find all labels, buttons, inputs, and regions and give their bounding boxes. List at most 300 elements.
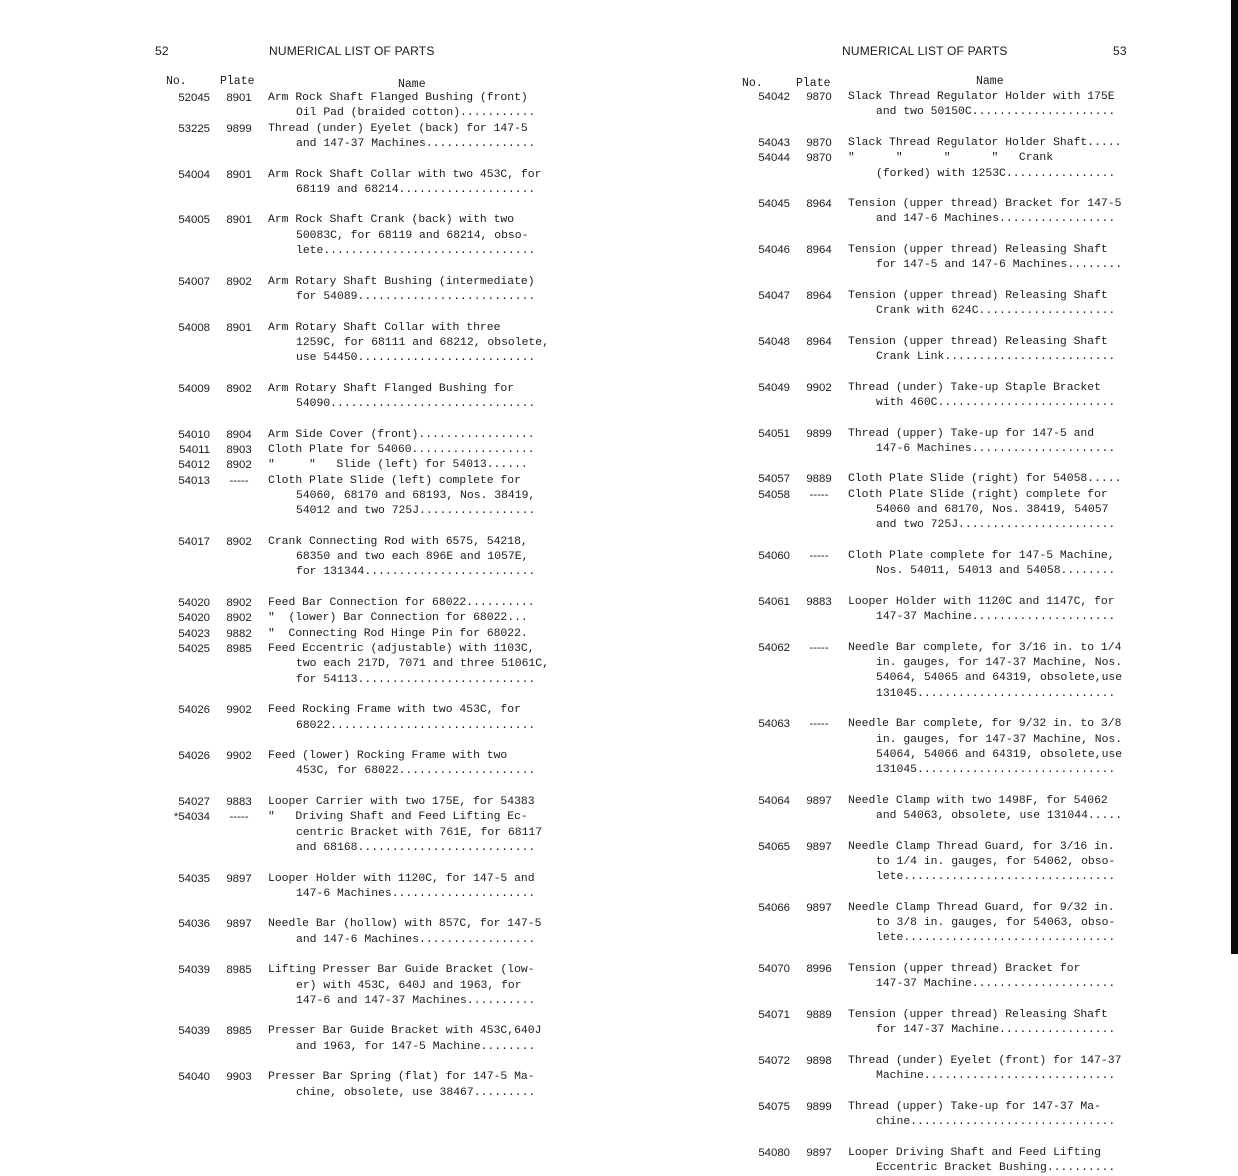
part-name-line: Lifting Presser Bar Guide Bracket (low- — [268, 964, 535, 977]
part-number: 54040 — [178, 1071, 210, 1084]
part-name-line: Presser Bar Guide Bracket with 453C,640J — [268, 1025, 542, 1038]
part-name — [268, 596, 570, 611]
table-row — [730, 136, 1150, 151]
plate-number: 9870 — [806, 91, 832, 103]
table-row — [730, 427, 1150, 458]
part-name-line: centric Bracket with 761E, for 68117 — [296, 826, 543, 839]
part-name-line: Cloth Plate Slide (left) complete for — [268, 474, 521, 487]
part-number: 54012 — [178, 459, 210, 472]
part-name-line: Tension (upper thread) Releasing Shaft — [848, 1008, 1108, 1021]
part-number: 54060 — [758, 550, 790, 562]
plate-number: 9897 — [806, 901, 832, 914]
part-name — [268, 168, 570, 199]
part-name-line: Slack Thread Regulator Holder with 175E — [848, 91, 1115, 103]
part-number: 52045 — [178, 92, 210, 104]
part-number: 54066 — [758, 901, 790, 914]
part-number: 54017 — [178, 535, 210, 548]
part-name — [848, 840, 1150, 886]
part-name-line: Needle Bar complete, for 3/16 in. to 1/4 — [848, 641, 1122, 654]
part-number: 54046 — [758, 244, 790, 257]
part-number: 54057 — [758, 473, 790, 486]
plate-number: 8985 — [226, 964, 252, 977]
part-name-line: 1259C, for 68111 and 68212, obsolete, — [296, 336, 549, 349]
plate-number: 9902 — [226, 704, 252, 717]
part-name — [848, 595, 1150, 626]
part-number: 54047 — [758, 289, 790, 302]
table-row — [150, 321, 570, 367]
part-name-line: to 3/8 in. gauges, for 54063, obso- — [876, 917, 1116, 930]
part-name-line: 147-6 Machines..................... — [296, 887, 536, 900]
part-name-line: Needle Clamp Thread Guard, for 9/32 in. — [848, 901, 1115, 914]
part-number: 54020 — [178, 612, 210, 625]
table-row — [150, 474, 570, 520]
part-number: 54051 — [758, 427, 790, 440]
part-number: 54007 — [178, 275, 210, 288]
parts-list — [150, 91, 570, 1101]
table-row — [150, 917, 570, 948]
part-name-line: Looper Holder with 1120C and 1147C, for — [848, 595, 1115, 608]
plate-number: 8902 — [226, 596, 252, 609]
part-number: 54020 — [178, 596, 210, 609]
part-name-line: two each 217D, 7071 and three 51061C, — [296, 658, 549, 671]
plate-number: 9897 — [806, 840, 832, 853]
part-name-line: Nos. 54011, 54013 and 54058........ — [876, 565, 1116, 578]
part-number: 54063 — [758, 718, 790, 731]
table-row — [150, 627, 570, 642]
part-name — [268, 703, 570, 734]
part-name-line: 54060, 68170 and 68193, Nos. 38419, — [296, 489, 536, 502]
plate-number: 9897 — [226, 918, 252, 931]
part-name-line: and two 725J....................... — [876, 519, 1116, 532]
table-row — [730, 90, 1150, 121]
part-name-line: Feed Eccentric (adjustable) with 1103C, — [268, 643, 535, 656]
part-name-line: Looper Holder with 1120C, for 147-5 and — [268, 872, 535, 885]
part-name-line: Tension (upper thread) Releasing Shaft — [848, 244, 1108, 257]
part-name — [268, 810, 570, 856]
table-row — [730, 197, 1150, 228]
part-name — [848, 901, 1150, 947]
part-name-line: 131045............................. — [876, 687, 1116, 700]
plate-number: ----- — [229, 474, 249, 487]
part-name — [848, 1008, 1150, 1039]
part-name-line: 54090.............................. — [296, 397, 536, 410]
part-name-line: and 54063, obsolete, use 131044..... — [876, 810, 1123, 823]
part-name — [268, 275, 570, 306]
part-name-line: Arm Rock Shaft Crank (back) with two — [268, 214, 515, 227]
part-name-line: 131045............................. — [876, 764, 1116, 777]
part-name-line: Arm Rock Shaft Flanged Bushing (front) — [268, 92, 528, 104]
table-row — [150, 213, 570, 259]
plate-number: 9903 — [226, 1071, 252, 1084]
part-name-line: and 147-6 Machines................. — [296, 933, 536, 946]
part-number: 54035 — [178, 872, 210, 885]
plate-number: ----- — [809, 550, 829, 562]
part-name — [848, 794, 1150, 825]
table-row — [150, 168, 570, 199]
plate-number: 9883 — [806, 595, 832, 608]
part-number: 54048 — [758, 335, 790, 348]
part-number: 54004 — [178, 168, 210, 181]
part-number: 54010 — [178, 428, 210, 441]
part-name — [848, 243, 1150, 274]
part-name-line: 68350 and two each 896E and 1057E, — [296, 551, 529, 564]
part-name-line: Arm Rotary Shaft Flanged Bushing for — [268, 382, 515, 395]
plate-number: 8901 — [226, 168, 252, 181]
plate-number: 8902 — [226, 275, 252, 288]
part-name-line: chine.............................. — [876, 1115, 1116, 1128]
table-row — [730, 962, 1150, 993]
plate-number: 9870 — [806, 152, 832, 165]
part-name-line: for 54113.......................... — [296, 673, 536, 686]
column-header-plate: Plate — [796, 77, 831, 90]
part-name-line: Needle Clamp Thread Guard, for 3/16 in. — [848, 840, 1115, 853]
table-row — [730, 641, 1150, 702]
part-name-line: to 1/4 in. gauges, for 54062, obso- — [876, 855, 1116, 868]
part-name-line: Feed (lower) Rocking Frame with two — [268, 750, 508, 763]
table-row — [150, 703, 570, 734]
part-name-line: Looper Carrier with two 175E, for 54383 — [268, 795, 535, 808]
table-row — [730, 1100, 1150, 1131]
part-name-line: for 131344......................... — [296, 566, 536, 579]
part-name-line: 50083C, for 68119 and 68214, obso- — [296, 229, 529, 242]
table-row — [150, 642, 570, 688]
part-name-line: Arm Rotary Shaft Collar with three — [268, 321, 501, 334]
plate-number: 8901 — [226, 214, 252, 227]
part-number: 54080 — [758, 1146, 790, 1159]
table-row — [150, 458, 570, 473]
part-name — [848, 488, 1150, 534]
part-name-line: Crank Link......................... — [876, 351, 1116, 364]
part-name — [848, 90, 1150, 121]
table-row — [730, 901, 1150, 947]
part-name-line: in. gauges, for 147-37 Machine, Nos. — [876, 657, 1123, 670]
part-name — [268, 321, 570, 367]
part-name-line: Cloth Plate for 54060.................. — [268, 443, 535, 456]
part-name-line: Thread (upper) Take-up for 147-5 and — [848, 427, 1095, 440]
part-number: 54023 — [178, 627, 210, 640]
part-name-line: lete............................... — [296, 245, 536, 258]
part-name-line: Needle Bar (hollow) with 857C, for 147-5 — [268, 918, 542, 931]
part-number: 54049 — [758, 381, 790, 394]
part-name-line: Eccentric Bracket Bushing.......... — [876, 1161, 1116, 1174]
part-name — [268, 122, 570, 153]
part-name-line: Feed Rocking Frame with two 453C, for — [268, 704, 521, 717]
part-number: 54026 — [178, 704, 210, 717]
part-name — [848, 1146, 1150, 1176]
part-name — [848, 151, 1150, 182]
table-row — [150, 749, 570, 780]
part-name-line: chine, obsolete, use 38467......... — [296, 1086, 536, 1099]
part-name-line: Crank Connecting Rod with 6575, 54218, — [268, 535, 528, 548]
plate-number: 9898 — [806, 1054, 832, 1067]
part-name — [268, 1070, 570, 1101]
table-row — [730, 289, 1150, 320]
part-name-line: 68022.............................. — [296, 719, 536, 732]
plate-number: ----- — [809, 641, 829, 654]
plate-number: 9897 — [806, 794, 832, 807]
plate-number: 8901 — [226, 321, 252, 334]
plate-number: 9897 — [806, 1146, 832, 1159]
plate-number: 8964 — [806, 198, 832, 211]
part-name — [848, 335, 1150, 366]
page-title: NUMERICAL LIST OF PARTS — [842, 44, 1008, 58]
part-number: 54009 — [178, 382, 210, 395]
plate-number: 8996 — [806, 963, 832, 976]
part-name — [848, 717, 1150, 778]
plate-number: 9902 — [226, 750, 252, 763]
plate-number: 9870 — [806, 136, 832, 149]
plate-number: 9889 — [806, 1008, 832, 1021]
part-number: 54045 — [758, 198, 790, 211]
part-number: 54039 — [178, 1025, 210, 1038]
part-name — [268, 917, 570, 948]
part-name — [268, 535, 570, 581]
table-row — [730, 1008, 1150, 1039]
part-number: 54061 — [758, 595, 790, 608]
table-row — [150, 596, 570, 611]
part-name-line: " " Slide (left) for 54013...... — [268, 459, 528, 472]
table-row — [730, 151, 1150, 182]
part-name — [848, 472, 1150, 487]
part-name-line: Needle Bar complete, for 9/32 in. to 3/8 — [848, 718, 1122, 731]
part-number: 54042 — [758, 91, 790, 103]
table-row — [150, 122, 570, 153]
part-name — [848, 549, 1150, 580]
part-name — [848, 289, 1150, 320]
part-name-line: 147-6 and 147-37 Machines.......... — [296, 994, 536, 1007]
part-name-line: " " " " Crank — [848, 152, 1054, 165]
part-name — [268, 611, 570, 626]
part-name-line: and 147-37 Machines................ — [296, 137, 536, 150]
column-header-name: Name — [398, 78, 426, 91]
part-number: 54039 — [178, 964, 210, 977]
table-row — [150, 611, 570, 626]
part-number: 54070 — [758, 963, 790, 976]
page-number: 52 — [155, 44, 169, 58]
plate-number: 8985 — [226, 1025, 252, 1038]
part-name — [848, 1054, 1150, 1085]
part-name — [268, 627, 570, 642]
table-row — [730, 1054, 1150, 1085]
part-name — [268, 91, 570, 122]
plate-number: 8902 — [226, 459, 252, 472]
table-row — [150, 382, 570, 413]
part-number: 54062 — [758, 641, 790, 654]
plate-number: 8964 — [806, 244, 832, 257]
part-name-line: 147-37 Machine..................... — [876, 978, 1116, 991]
table-row — [730, 243, 1150, 274]
part-number: 54072 — [758, 1054, 790, 1067]
part-name — [268, 443, 570, 458]
plate-number: 8903 — [226, 443, 252, 456]
part-number: 54044 — [758, 152, 790, 165]
column-header-plate: Plate — [220, 75, 255, 88]
part-name-line: 54064, 54066 and 64319, obsolete,use — [876, 748, 1123, 761]
part-name-line: Thread (upper) Take-up for 147-37 Ma- — [848, 1100, 1101, 1113]
part-name-line: Tension (upper thread) Releasing Shaft — [848, 335, 1108, 348]
plate-number: ----- — [809, 488, 829, 501]
part-name — [268, 795, 570, 810]
part-number: 53225 — [178, 122, 210, 135]
part-number: 54058 — [758, 488, 790, 501]
part-name-line: Presser Bar Spring (flat) for 147-5 Ma- — [268, 1071, 535, 1084]
part-name-line: and 68168.......................... — [296, 841, 536, 854]
part-name-line: Feed Bar Connection for 68022.......... — [268, 596, 535, 609]
parts-list — [730, 90, 1150, 1176]
part-number: 54013 — [178, 474, 210, 487]
part-number: 54008 — [178, 321, 210, 334]
table-row — [730, 381, 1150, 412]
part-name-line: Arm Side Cover (front)................. — [268, 428, 535, 441]
table-row — [730, 488, 1150, 534]
table-row — [150, 275, 570, 306]
part-name-line: Thread (under) Eyelet (back) for 147-5 — [268, 122, 528, 135]
part-name — [848, 641, 1150, 702]
plate-number: 8985 — [226, 643, 252, 656]
table-row — [150, 91, 570, 122]
column-header-no: No. — [166, 75, 187, 88]
table-row — [730, 335, 1150, 366]
table-row — [150, 810, 570, 856]
table-row — [730, 1146, 1150, 1176]
part-name-line: 54064, 54065 and 64319, obsolete,use — [876, 672, 1123, 685]
part-name — [848, 381, 1150, 412]
table-row — [730, 840, 1150, 886]
part-name-line: with 460C.......................... — [876, 396, 1116, 409]
part-name-line: Tension (upper thread) Bracket for 147-5 — [848, 198, 1122, 211]
page-number: 53 — [1113, 44, 1127, 58]
table-row — [150, 795, 570, 810]
table-row — [150, 428, 570, 443]
part-name-line: Machine............................ — [876, 1070, 1116, 1083]
part-name-line: and 147-6 Machines................. — [876, 213, 1116, 226]
part-name-line: Arm Rotary Shaft Bushing (intermediate) — [268, 275, 535, 288]
part-number: 54071 — [758, 1008, 790, 1021]
part-name-line: and 1963, for 147-5 Machine........ — [296, 1040, 536, 1053]
table-row — [730, 472, 1150, 487]
plate-number: 8904 — [226, 428, 252, 441]
part-number: 54026 — [178, 750, 210, 763]
part-name — [848, 197, 1150, 228]
plate-number: ----- — [809, 718, 829, 731]
part-name-line: lete............................... — [876, 871, 1116, 884]
table-row — [730, 717, 1150, 778]
part-name-line: and two 50150C..................... — [876, 106, 1116, 119]
plate-number: ----- — [229, 811, 249, 824]
table-row — [150, 1024, 570, 1055]
part-name — [268, 642, 570, 688]
part-number: 54005 — [178, 214, 210, 227]
part-name — [848, 962, 1150, 993]
column-header-no: No. — [742, 77, 763, 90]
column-header-name: Name — [976, 75, 1004, 88]
part-name-line: Oil Pad (braided cotton)........... — [296, 107, 536, 120]
table-row — [730, 595, 1150, 626]
part-name-line: Slack Thread Regulator Holder Shaft..... — [848, 136, 1122, 149]
part-name-line: for 147-5 and 147-6 Machines........ — [876, 259, 1123, 272]
plate-number: 9902 — [806, 381, 832, 394]
part-name-line: Crank with 624C.................... — [876, 305, 1116, 318]
plate-number: 8901 — [226, 92, 252, 104]
part-name — [268, 382, 570, 413]
part-name — [268, 474, 570, 520]
part-name-line: in. gauges, for 147-37 Machine, Nos. — [876, 733, 1123, 746]
part-name-line: " (lower) Bar Connection for 68022... — [268, 612, 528, 625]
part-name-line: lete............................... — [876, 932, 1116, 945]
part-name — [848, 136, 1150, 151]
table-row — [730, 794, 1150, 825]
plate-number: 9897 — [226, 872, 252, 885]
part-name-line: Needle Clamp with two 1498F, for 54062 — [848, 794, 1108, 807]
part-name-line: Cloth Plate Slide (right) complete for — [848, 488, 1108, 501]
part-name-line: " Connecting Rod Hinge Pin for 68022. — [268, 627, 528, 640]
part-name — [848, 1100, 1150, 1131]
part-number: *54034 — [173, 811, 210, 824]
part-name-line: er) with 453C, 640J and 1963, for — [296, 979, 522, 992]
part-name-line: 147-37 Machine..................... — [876, 611, 1116, 624]
part-name — [268, 872, 570, 903]
plate-number: 8902 — [226, 535, 252, 548]
plate-number: 8964 — [806, 289, 832, 302]
table-row — [730, 549, 1150, 580]
part-number: 54075 — [758, 1100, 790, 1113]
part-number: 54043 — [758, 136, 790, 149]
part-name — [268, 749, 570, 780]
plate-number: 9883 — [226, 795, 252, 808]
part-name-line: use 54450.......................... — [296, 352, 536, 365]
part-name-line: Cloth Plate complete for 147-5 Machine, — [848, 550, 1115, 562]
part-number: 54025 — [178, 643, 210, 656]
table-row — [150, 443, 570, 458]
part-name-line: 54012 and two 725J................. — [296, 505, 536, 518]
table-row — [150, 872, 570, 903]
part-number: 54065 — [758, 840, 790, 853]
part-name-line: (forked) with 1253C................ — [876, 167, 1116, 180]
part-number: 54036 — [178, 918, 210, 931]
part-name-line: Tension (upper thread) Bracket for — [848, 963, 1081, 976]
plate-number: 9899 — [806, 427, 832, 440]
page-title: NUMERICAL LIST OF PARTS — [269, 44, 435, 58]
part-name — [268, 213, 570, 259]
part-name-line: Looper Driving Shaft and Feed Lifting — [848, 1146, 1101, 1159]
plate-number: 8902 — [226, 612, 252, 625]
part-name-line: for 54089.......................... — [296, 290, 536, 303]
part-name-line: 54060 and 68170, Nos. 38419, 54057 — [876, 504, 1109, 517]
table-row — [150, 1070, 570, 1101]
part-number: 54027 — [178, 795, 210, 808]
part-number: 54011 — [179, 443, 210, 456]
part-name-line: Thread (under) Eyelet (front) for 147-37 — [848, 1054, 1122, 1067]
part-name-line: 68119 and 68214.................... — [296, 183, 536, 196]
part-name-line: Tension (upper thread) Releasing Shaft — [848, 289, 1108, 302]
part-name — [268, 428, 570, 443]
table-row — [150, 963, 570, 1009]
part-name-line: Cloth Plate Slide (right) for 54058..... — [848, 473, 1122, 486]
part-name-line: Arm Rock Shaft Collar with two 453C, for — [268, 168, 542, 181]
part-name-line: Thread (under) Take-up Staple Bracket — [848, 381, 1101, 394]
part-name-line: for 147-37 Machine................. — [876, 1024, 1116, 1037]
part-name-line: " Driving Shaft and Feed Lifting Ec- — [268, 811, 528, 824]
page-edge-bar — [1231, 0, 1238, 954]
plate-number: 9882 — [226, 627, 252, 640]
part-name — [848, 427, 1150, 458]
plate-number: 8902 — [226, 382, 252, 395]
part-number: 54064 — [758, 794, 790, 807]
part-name-line: 453C, for 68022.................... — [296, 765, 536, 778]
plate-number: 9899 — [226, 122, 252, 135]
part-name — [268, 1024, 570, 1055]
plate-number: 9889 — [806, 473, 832, 486]
